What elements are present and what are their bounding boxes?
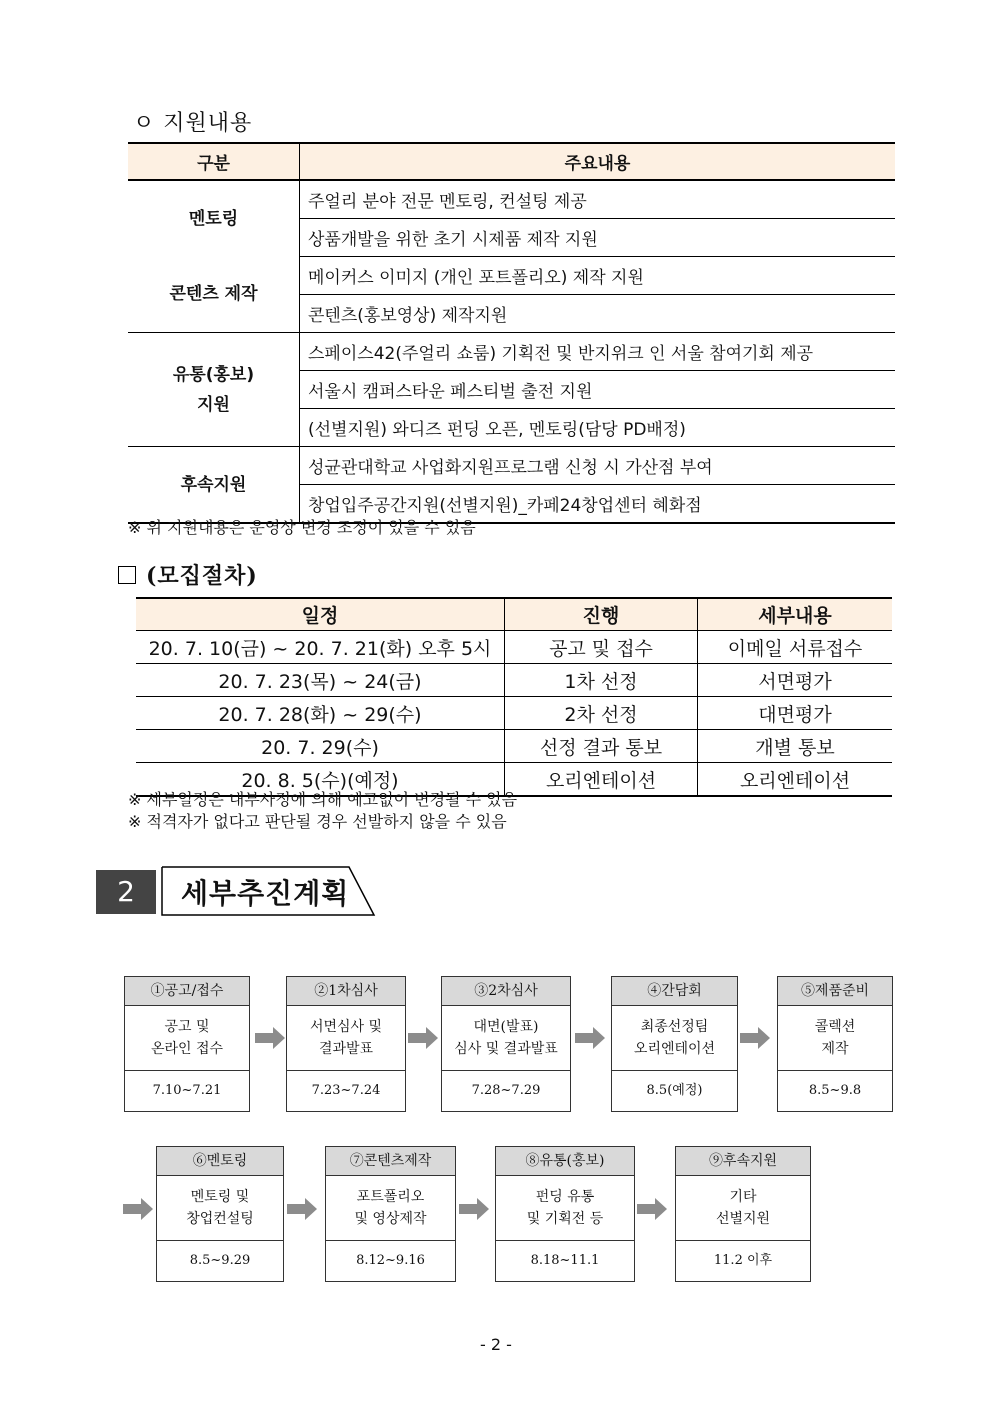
col-schedule-header: 일정	[136, 598, 505, 631]
content-cell: 창업입주공간지원(선별지원)_카페24창업센터 혜화점	[300, 485, 896, 524]
category-cell: 멘토링	[128, 180, 300, 257]
flow-step	[124, 976, 250, 1112]
detail-cell: 오리엔테이션	[698, 763, 893, 797]
flow-step-head: ⑦콘텐츠제작	[326, 1147, 455, 1176]
content-cell: 스페이스42(주얼리 쇼룸) 기획전 및 반지위크 인 서울 참여기회 제공	[300, 333, 896, 371]
category-cell	[128, 333, 300, 447]
checkbox-square-icon	[118, 566, 136, 584]
flow-step-line: 기타	[729, 1189, 757, 1205]
category-cell: 후속지원	[128, 447, 300, 524]
schedule-cell: 20. 7. 29(수)	[136, 730, 505, 763]
flow-step	[325, 1146, 456, 1282]
flow-step-date: 8.5(예정)	[646, 1083, 703, 1098]
flow-step-body	[612, 1006, 737, 1071]
section-number-badge: 2	[96, 870, 156, 914]
flow-step-body	[287, 1006, 405, 1071]
table-row	[136, 697, 892, 730]
content-cell: 성균관대학교 사업화지원프로그램 신청 시 가산점 부여	[300, 447, 896, 485]
progress-cell: 2차 선정	[505, 697, 698, 730]
progress-cell: 선정 결과 통보	[505, 730, 698, 763]
progress-cell: 1차 선정	[505, 664, 698, 697]
flow-step-body	[157, 1176, 283, 1241]
flow-step-line: 창업컨설팅	[186, 1211, 254, 1227]
flow-step-line: 포트폴리오	[356, 1189, 425, 1205]
progress-cell: 오리엔테이션	[505, 763, 698, 797]
table-row	[136, 631, 892, 664]
flow-step-head: ⑧유통(홍보)	[496, 1147, 634, 1176]
col-category-header: 구분	[128, 143, 300, 180]
flow-step-line: 서면심사 및	[309, 1019, 383, 1035]
support-heading: ㅇ 지원내용	[133, 111, 253, 136]
flow-step	[441, 976, 571, 1112]
category-line: 유통(홍보)	[172, 364, 255, 385]
flow-step-head: ③2차심사	[442, 977, 570, 1006]
right-arrow-icon	[740, 1027, 770, 1049]
flow-step-head: ①공고/접수	[125, 977, 249, 1006]
flow-step-date: 7.10~7.21	[152, 1083, 222, 1098]
flow-step-line: 온라인 접수	[150, 1041, 224, 1057]
col-progress-header: 진행	[505, 598, 698, 631]
flow-step-line: 결과발표	[318, 1041, 374, 1057]
table-row	[136, 730, 892, 763]
support-table	[128, 142, 895, 524]
flow-step-line: 오리엔테이션	[633, 1041, 716, 1057]
col-detail-header: 세부내용	[698, 598, 893, 631]
schedule-cell: 20. 7. 23(목) ~ 24(금)	[136, 664, 505, 697]
recruit-notes	[128, 789, 517, 833]
col-content-header: 주요내용	[300, 143, 896, 180]
flow-step-date: 8.5~9.29	[189, 1253, 251, 1268]
flow-step-line: 선별지원	[715, 1211, 771, 1227]
flow-step-line: 콜렉션	[814, 1019, 856, 1035]
detail-cell: 이메일 서류접수	[698, 631, 893, 664]
flow-step-head: ⑥멘토링	[157, 1147, 283, 1176]
right-arrow-icon	[575, 1027, 605, 1049]
flow-step-line: 공고 및	[164, 1019, 210, 1035]
flow-step	[495, 1146, 635, 1282]
flow-step	[777, 976, 893, 1112]
support-note: ※ 위 지원내용은 운영상 변경 조정이 있을 수 있음	[128, 518, 476, 537]
flow-step-date: 7.23~7.24	[311, 1083, 381, 1098]
flow-step-date: 8.18~11.1	[530, 1253, 600, 1268]
flow-step-line: 펀딩 유통	[535, 1189, 595, 1205]
flow-step-head: ②1차심사	[287, 977, 405, 1006]
flow-step-head: ⑨후속지원	[676, 1147, 810, 1176]
table-row	[136, 664, 892, 697]
flow-step	[156, 1146, 284, 1282]
flow-step	[611, 976, 738, 1112]
flow-step-date: 8.12~9.16	[356, 1253, 425, 1268]
flow-step-body	[125, 1006, 249, 1071]
flow-step-date: 8.5~9.8	[808, 1083, 862, 1098]
flow-step-body	[778, 1006, 892, 1071]
flow-step-line: 및 영상제작	[354, 1211, 427, 1227]
detail-cell: 개별 통보	[698, 730, 893, 763]
flow-step-line: 심사 및 결과발표	[454, 1041, 558, 1057]
content-cell: 주얼리 분야 전문 멘토링, 컨설팅 제공	[300, 180, 896, 219]
flow-step-line: 멘토링 및	[190, 1189, 250, 1205]
flow-step-body	[442, 1006, 570, 1071]
right-arrow-icon	[287, 1198, 317, 1220]
content-cell: (선별지원) 와디즈 펀딩 오픈, 멘토링(담당 PD배정)	[300, 409, 896, 447]
content-cell: 메이커스 이미지 (개인 포트폴리오) 제작 지원	[300, 257, 896, 295]
section-title-box	[161, 866, 376, 916]
schedule-table	[136, 597, 892, 797]
flow-step-line: 대면(발표)	[473, 1019, 539, 1035]
flow-step	[675, 1146, 811, 1282]
flow-step-body	[496, 1176, 634, 1241]
flow-step-date: 11.2 이후	[713, 1253, 773, 1268]
flow-step-line: 제작	[821, 1041, 849, 1057]
detail-cell: 서면평가	[698, 664, 893, 697]
flow-step-date: 7.28~7.29	[471, 1083, 541, 1098]
recruit-heading-text: (모집절차)	[146, 563, 258, 589]
right-arrow-icon	[408, 1027, 438, 1049]
right-arrow-icon	[123, 1198, 153, 1220]
schedule-cell: 20. 7. 10(금) ~ 20. 7. 21(화) 오후 5시	[136, 631, 505, 664]
content-cell: 콘텐츠(홍보영상) 제작지원	[300, 295, 896, 333]
content-cell: 서울시 캠퍼스타운 페스티벌 출전 지원	[300, 371, 896, 409]
section-title: 세부추진계획	[181, 877, 350, 910]
flow-step-body	[676, 1176, 810, 1241]
flow-step	[286, 976, 406, 1112]
flow-step-line: 최종선정팀	[640, 1019, 709, 1035]
page-number: - 2 -	[480, 1335, 512, 1354]
content-cell: 상품개발을 위한 초기 시제품 제작 지원	[300, 219, 896, 257]
right-arrow-icon	[255, 1027, 285, 1049]
detail-cell: 대면평가	[698, 697, 893, 730]
right-arrow-icon	[459, 1198, 489, 1220]
category-cell: 콘텐츠 제작	[128, 257, 300, 333]
recruit-note: ※ 세부일정은 내부사정에 의해 예고없이 변경될 수 있음	[128, 790, 518, 809]
right-arrow-icon	[637, 1198, 667, 1220]
progress-cell: 공고 및 접수	[505, 631, 698, 664]
flow-step-head: ④간담회	[612, 977, 737, 1006]
category-line: 지원	[197, 394, 230, 415]
flow-step-line: 및 기획전 등	[526, 1211, 604, 1227]
recruit-heading	[118, 559, 258, 590]
schedule-cell: 20. 8. 5(수)(예정)	[136, 763, 505, 797]
recruit-note: ※ 적격자가 없다고 판단될 경우 선발하지 않을 수 있음	[128, 812, 507, 831]
flow-step-body	[326, 1176, 455, 1241]
schedule-cell: 20. 7. 28(화) ~ 29(수)	[136, 697, 505, 730]
flow-step-head: ⑤제품준비	[778, 977, 892, 1006]
